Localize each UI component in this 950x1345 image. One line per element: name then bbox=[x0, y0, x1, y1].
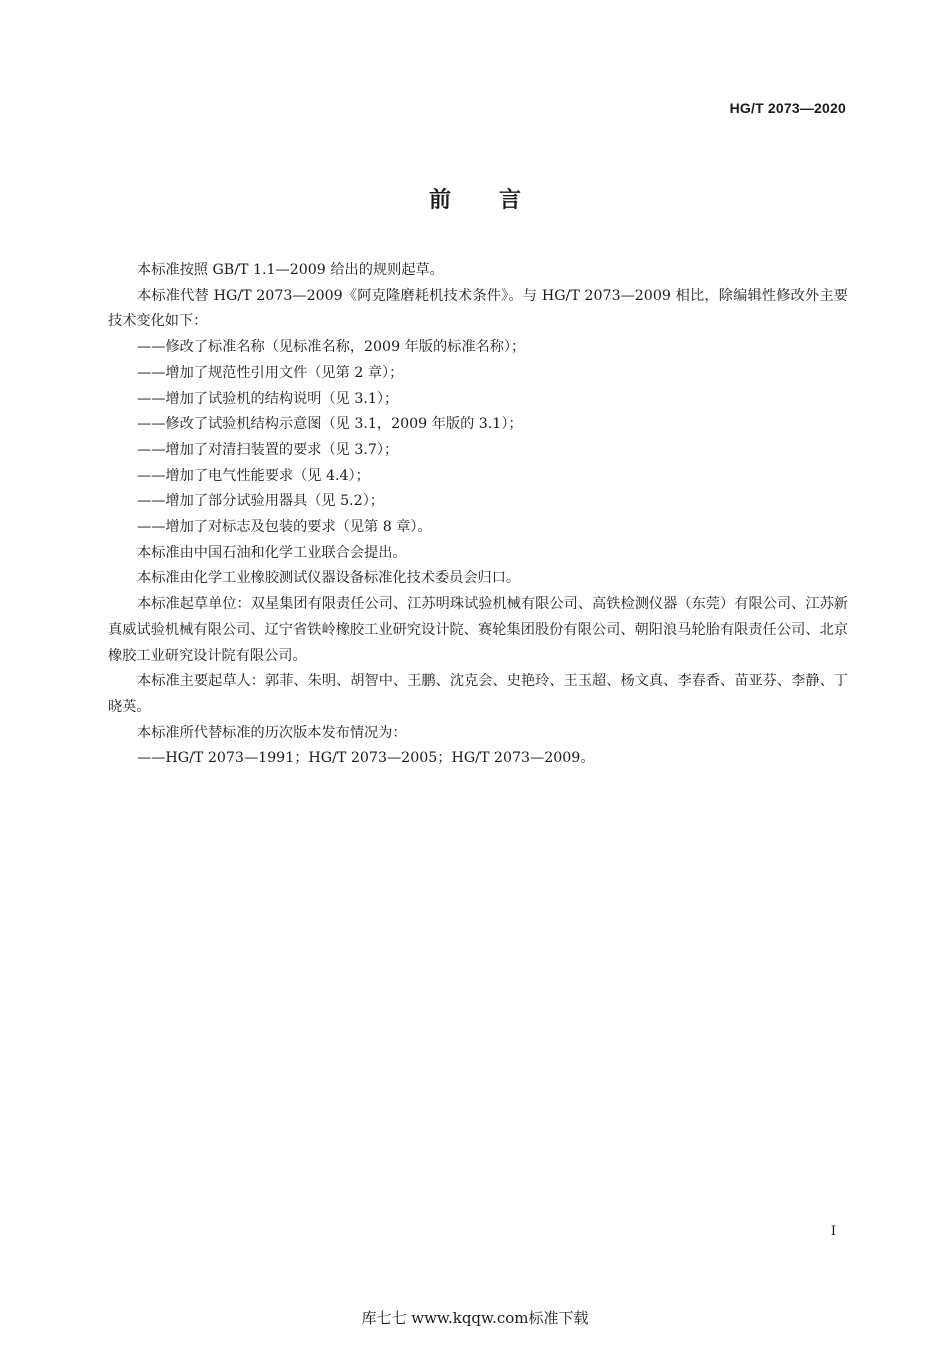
paragraph-drafting-units: 本标准起草单位：双星集团有限责任公司、江苏明珠试验机械有限公司、高铁检测仪器（东莞）有限公司、江苏新真威试验机械有限公司、辽宁省铁岭橡胶工业研究设计院、赛轮集团股份有限公司、朝阳浪马轮胎有限责任公司、北京橡胶工业研究设计院有限公司。 bbox=[108, 596, 848, 664]
page-title-char-1: 前 bbox=[428, 188, 451, 213]
change-item: ——增加了部分试验用器具（见 5.2）； bbox=[137, 493, 384, 510]
standard-code: HG/T 2073—2020 bbox=[729, 100, 846, 116]
page-title-char-2: 言 bbox=[499, 188, 522, 213]
page-title bbox=[0, 183, 950, 214]
paragraph-committee: 本标准由化学工业橡胶测试仪器设备标准化技术委员会归口。 bbox=[137, 570, 521, 587]
paragraph-proposer: 本标准由中国石油和化学工业联合会提出。 bbox=[137, 544, 407, 561]
page-number: I bbox=[830, 1224, 836, 1239]
paragraph-replacement: 本标准代替 HG/T 2073—2009《阿克隆磨耗机技术条件》。与 HG/T 2073—2009 相比，除编辑性修改外主要技术变化如下： bbox=[108, 287, 848, 330]
change-item: ——增加了对清扫装置的要求（见 3.7）； bbox=[137, 441, 399, 458]
change-item: ——修改了试验机结构示意图（见 3.1，2009 年版的 3.1）； bbox=[137, 416, 523, 433]
version-history-item: ——HG/T 2073—1991；HG/T 2073—2005；HG/T 2073—2009。 bbox=[137, 750, 595, 767]
change-item: ——增加了电气性能要求（见 4.4）； bbox=[137, 467, 370, 484]
paragraph-drafters: 本标准主要起草人：郭菲、朱明、胡智中、王鹏、沈克会、史艳玲、王玉超、杨文真、李春香、苗亚芬、李静、丁晓英。 bbox=[108, 673, 848, 715]
change-item: ——增加了试验机的结构说明（见 3.1）； bbox=[137, 390, 399, 407]
paragraph-drafting-rules: 本标准按照 GB/T 1.1—2009 给出的规则起草。 bbox=[137, 262, 444, 278]
paragraph-version-history-intro: 本标准所代替标准的历次版本发布情况为： bbox=[137, 724, 407, 741]
change-item: ——增加了规范性引用文件（见第 2 章）； bbox=[137, 364, 404, 381]
footer-watermark: 库七七 www.kqqw.com标准下载 bbox=[361, 1309, 589, 1327]
change-item: ——增加了对标志及包装的要求（见第 8 章）。 bbox=[137, 519, 432, 536]
foreword-body bbox=[108, 258, 848, 772]
change-item: ——修改了标准名称（见标准名称，2009 年版的标准名称）； bbox=[137, 339, 526, 356]
